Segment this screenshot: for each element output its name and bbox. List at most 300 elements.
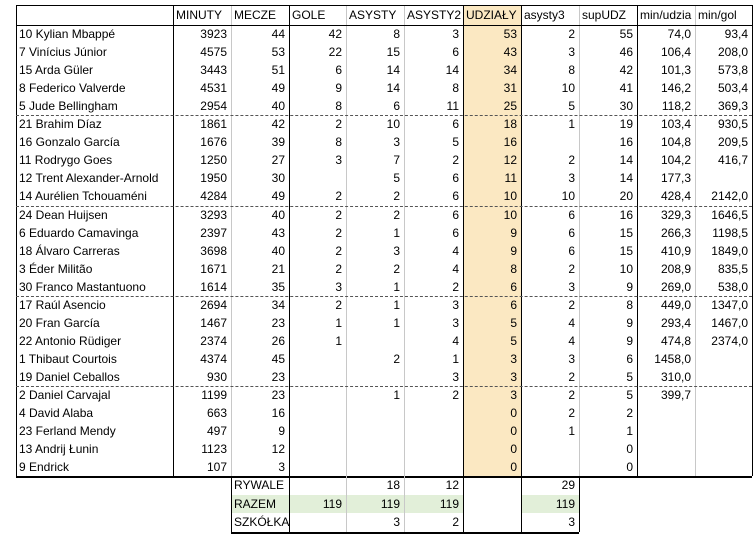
cell-asysty[interactable]: 6 <box>393 99 400 114</box>
cell-asysty2[interactable]: 6 <box>452 225 459 240</box>
cell-gole[interactable]: 2 <box>335 207 342 222</box>
player-name[interactable]: 30 Franco Mastantuono <box>19 279 146 294</box>
cell-min-gol[interactable]: 209,5 <box>717 135 748 150</box>
cell-minuty[interactable]: 4531 <box>200 81 227 96</box>
cell-udzialy[interactable]: 11 <box>504 171 517 186</box>
cell-asysty3[interactable]: 2 <box>568 27 575 41</box>
summary-gole[interactable]: 119 <box>322 496 342 511</box>
cell-mecze[interactable]: 45 <box>271 351 285 366</box>
player-name[interactable]: 6 Eduardo Camavinga <box>19 225 139 240</box>
player-name[interactable]: 2 Daniel Carvajal <box>19 388 111 402</box>
cell-min-gol[interactable] <box>695 458 752 476</box>
cell-min-udzia[interactable]: 177,3 <box>660 171 691 186</box>
cell-minuty[interactable]: 3443 <box>200 63 227 78</box>
cell-supudz[interactable]: 16 <box>619 135 633 150</box>
cell-minuty[interactable]: 2694 <box>200 297 227 312</box>
player-name[interactable]: 24 Dean Huijsen <box>19 207 108 222</box>
cell-minuty[interactable]: 497 <box>206 424 227 439</box>
cell-minuty[interactable]: 1950 <box>200 171 227 186</box>
cell-minuty[interactable]: 4284 <box>200 189 227 204</box>
cell-gole[interactable] <box>289 422 346 440</box>
cell-asysty3[interactable]: 3 <box>568 171 575 186</box>
cell-mecze[interactable]: 9 <box>278 424 285 439</box>
player-name[interactable]: 3 Éder Militão <box>19 261 93 276</box>
summary-label[interactable]: RAZEM <box>234 496 276 511</box>
cell-supudz[interactable]: 15 <box>619 243 633 258</box>
cell-min-udzia[interactable]: 103,4 <box>660 117 691 132</box>
player-name[interactable]: 20 Fran García <box>19 315 100 330</box>
cell-gole[interactable]: 2 <box>335 243 342 258</box>
cell-minuty[interactable]: 1199 <box>201 388 227 402</box>
player-name[interactable]: 19 Daniel Ceballos <box>19 369 120 384</box>
cell-asysty2[interactable]: 4 <box>452 333 459 348</box>
cell-min-udzia[interactable]: 104,8 <box>660 135 691 150</box>
cell-min-gol[interactable]: 93,4 <box>724 27 748 41</box>
header-supudz[interactable]: supUDZ <box>582 8 627 22</box>
cell-supudz[interactable]: 55 <box>619 27 633 41</box>
cell-asysty[interactable]: 14 <box>386 81 400 96</box>
cell-gole[interactable]: 2 <box>335 261 342 276</box>
cell-supudz[interactable]: 10 <box>619 261 633 276</box>
cell-gole[interactable]: 22 <box>328 45 342 60</box>
cell-udzialy[interactable]: 9 <box>510 225 517 240</box>
cell-min-udzia[interactable]: 449,0 <box>660 297 691 312</box>
cell-asysty[interactable]: 14 <box>386 63 400 78</box>
player-name[interactable]: 21 Brahim Díaz <box>19 117 102 132</box>
cell-min-gol[interactable] <box>695 440 752 458</box>
summary-label[interactable]: SZKÓŁKA <box>234 515 289 529</box>
player-name[interactable]: 8 Federico Valverde <box>19 81 126 96</box>
cell-gole[interactable]: 8 <box>335 99 342 114</box>
cell-udzialy[interactable]: 18 <box>503 117 517 132</box>
cell-asysty3[interactable]: 6 <box>568 207 575 222</box>
cell-mecze[interactable]: 23 <box>271 315 285 330</box>
cell-mecze[interactable]: 51 <box>271 63 285 78</box>
cell-udzialy[interactable]: 12 <box>503 153 517 168</box>
summary-gole[interactable] <box>289 513 346 532</box>
cell-asysty3[interactable]: 2 <box>568 261 575 276</box>
summary-asysty[interactable]: 3 <box>393 515 400 529</box>
cell-mecze[interactable]: 40 <box>271 207 285 222</box>
cell-asysty2[interactable]: 6 <box>452 45 459 60</box>
cell-gole[interactable] <box>289 350 346 368</box>
cell-min-gol[interactable] <box>695 386 752 404</box>
cell-asysty2[interactable]: 6 <box>452 207 459 222</box>
cell-asysty2[interactable]: 8 <box>452 81 459 96</box>
cell-asysty[interactable] <box>346 422 404 440</box>
cell-asysty[interactable] <box>346 332 404 350</box>
cell-min-udzia[interactable]: 1458,0 <box>654 351 691 366</box>
cell-gole[interactable]: 3 <box>335 153 342 168</box>
cell-udzialy[interactable]: 3 <box>510 351 517 366</box>
cell-asysty3[interactable] <box>521 133 579 151</box>
cell-supudz[interactable]: 5 <box>626 388 633 402</box>
cell-minuty[interactable]: 1614 <box>200 279 227 294</box>
cell-asysty[interactable]: 2 <box>393 351 400 366</box>
player-name[interactable]: 22 Antonio Rüdiger <box>19 333 122 348</box>
cell-minuty[interactable]: 3923 <box>200 27 227 41</box>
player-name[interactable]: 9 Endrick <box>19 460 70 475</box>
cell-min-gol[interactable]: 930,5 <box>717 117 748 132</box>
cell-udzialy[interactable]: 8 <box>510 261 517 276</box>
cell-min-gol[interactable]: 835,5 <box>717 261 748 276</box>
cell-asysty[interactable]: 2 <box>393 189 400 204</box>
cell-mecze[interactable]: 23 <box>271 369 285 384</box>
cell-minuty[interactable]: 1250 <box>200 153 227 168</box>
cell-minuty[interactable]: 2954 <box>200 99 227 114</box>
cell-asysty3[interactable] <box>521 440 579 458</box>
header-asysty3[interactable]: asysty3 <box>524 8 565 22</box>
cell-min-gol[interactable]: 1646,5 <box>711 207 748 222</box>
cell-supudz[interactable]: 15 <box>619 225 633 240</box>
cell-gole[interactable] <box>289 368 346 386</box>
cell-asysty[interactable]: 2 <box>393 261 400 276</box>
cell-supudz[interactable]: 41 <box>619 81 633 96</box>
cell-mecze[interactable]: 26 <box>271 333 285 348</box>
cell-asysty3[interactable]: 1 <box>568 424 575 439</box>
cell-udzialy[interactable]: 5 <box>510 315 517 330</box>
cell-mecze[interactable]: 43 <box>271 225 285 240</box>
cell-gole[interactable]: 9 <box>335 81 342 96</box>
header-min-udzia[interactable]: min/udzia <box>640 8 692 22</box>
cell-asysty2[interactable]: 4 <box>452 261 459 276</box>
cell-asysty3[interactable]: 6 <box>568 225 575 240</box>
cell-mecze[interactable]: 53 <box>271 45 285 60</box>
cell-min-udzia[interactable] <box>637 422 695 440</box>
cell-mecze[interactable]: 39 <box>271 135 285 150</box>
cell-supudz[interactable]: 9 <box>626 279 633 294</box>
cell-min-gol[interactable]: 1467,0 <box>711 315 748 330</box>
cell-min-gol[interactable] <box>695 404 752 422</box>
cell-min-udzia[interactable]: 269,0 <box>660 279 691 294</box>
cell-asysty2[interactable]: 3 <box>452 27 459 41</box>
cell-udzialy[interactable]: 34 <box>503 63 517 78</box>
cell-supudz[interactable]: 14 <box>619 171 633 186</box>
cell-asysty[interactable] <box>346 440 404 458</box>
summary-asysty2[interactable]: 2 <box>452 515 459 529</box>
cell-mecze[interactable]: 44 <box>271 27 285 41</box>
cell-min-gol[interactable]: 1198,5 <box>712 225 748 240</box>
cell-mecze[interactable]: 42 <box>271 117 285 132</box>
player-name[interactable]: 7 Vinícius Júnior <box>19 45 107 60</box>
cell-asysty2[interactable]: 2 <box>452 388 459 402</box>
summary-asysty3[interactable]: 119 <box>555 496 575 511</box>
cell-supudz[interactable]: 1 <box>626 424 633 439</box>
player-name[interactable]: 11 Rodrygo Goes <box>19 153 113 168</box>
cell-mecze[interactable]: 21 <box>271 261 285 276</box>
cell-mecze[interactable]: 30 <box>271 171 285 186</box>
cell-supudz[interactable]: 14 <box>619 153 633 168</box>
cell-asysty2[interactable]: 14 <box>445 63 459 78</box>
cell-udzialy[interactable]: 53 <box>503 27 517 41</box>
cell-supudz[interactable]: 2 <box>626 406 633 421</box>
cell-asysty2[interactable]: 2 <box>452 279 459 294</box>
cell-asysty3[interactable]: 2 <box>568 388 575 402</box>
cell-asysty3[interactable]: 2 <box>568 406 575 421</box>
cell-gole[interactable]: 2 <box>335 297 342 312</box>
cell-minuty[interactable]: 1676 <box>200 135 227 150</box>
cell-asysty2[interactable]: 3 <box>452 369 459 384</box>
cell-asysty2[interactable] <box>404 422 463 440</box>
cell-gole[interactable] <box>289 169 346 187</box>
cell-udzialy[interactable]: 0 <box>510 424 517 439</box>
cell-asysty[interactable] <box>346 458 404 476</box>
cell-supudz[interactable]: 30 <box>619 99 633 114</box>
cell-minuty[interactable]: 930 <box>206 369 227 384</box>
summary-asysty2[interactable]: 119 <box>439 496 459 511</box>
cell-min-gol[interactable] <box>695 350 752 368</box>
cell-udzialy[interactable]: 3 <box>510 369 517 384</box>
cell-min-gol[interactable] <box>695 368 752 386</box>
cell-asysty[interactable]: 3 <box>393 243 400 258</box>
cell-asysty3[interactable]: 2 <box>568 369 575 384</box>
cell-min-udzia[interactable]: 428,4 <box>660 189 691 204</box>
cell-gole[interactable]: 42 <box>328 27 342 41</box>
cell-asysty[interactable]: 5 <box>393 171 400 186</box>
cell-udzialy[interactable]: 25 <box>503 99 517 114</box>
cell-gole[interactable]: 1 <box>335 315 342 330</box>
cell-minuty[interactable]: 2374 <box>200 333 227 348</box>
cell-min-udzia[interactable]: 310,0 <box>660 369 691 384</box>
cell-asysty3[interactable]: 4 <box>568 333 575 348</box>
cell-asysty3[interactable]: 10 <box>561 81 575 96</box>
cell-mecze[interactable]: 40 <box>271 243 285 258</box>
cell-mecze[interactable]: 49 <box>271 81 285 96</box>
cell-asysty3[interactable]: 10 <box>561 189 575 204</box>
cell-minuty[interactable]: 4374 <box>200 351 227 366</box>
cell-minuty[interactable]: 1861 <box>200 117 227 132</box>
cell-mecze[interactable]: 27 <box>271 153 285 168</box>
cell-supudz[interactable]: 5 <box>626 369 633 384</box>
cell-min-udzia[interactable]: 118,2 <box>661 99 691 114</box>
cell-asysty3[interactable]: 2 <box>568 153 575 168</box>
cell-min-gol[interactable] <box>695 422 752 440</box>
cell-asysty2[interactable] <box>404 440 463 458</box>
player-name[interactable]: 18 Álvaro Carreras <box>19 243 120 258</box>
header-udzialy[interactable]: UDZIAŁY <box>466 8 517 22</box>
cell-gole[interactable] <box>289 440 346 458</box>
cell-gole[interactable]: 3 <box>335 279 342 294</box>
cell-asysty[interactable]: 1 <box>393 279 400 294</box>
cell-minuty[interactable]: 2397 <box>200 225 227 240</box>
cell-udzialy[interactable]: 3 <box>510 388 517 402</box>
cell-minuty[interactable]: 1467 <box>200 315 227 330</box>
cell-asysty2[interactable]: 11 <box>446 99 459 114</box>
cell-udzialy[interactable]: 31 <box>503 81 517 96</box>
cell-min-udzia[interactable]: 104,2 <box>660 153 691 168</box>
cell-min-gol[interactable]: 538,0 <box>717 279 748 294</box>
cell-gole[interactable] <box>289 404 346 422</box>
cell-minuty[interactable]: 107 <box>206 460 227 475</box>
cell-min-udzia[interactable] <box>637 404 695 422</box>
cell-mecze[interactable]: 23 <box>271 388 285 402</box>
cell-asysty[interactable]: 1 <box>393 225 400 240</box>
cell-gole[interactable]: 1 <box>335 333 342 348</box>
header-asysty[interactable]: ASYSTY <box>349 8 397 22</box>
summary-asysty3[interactable]: 29 <box>561 478 575 492</box>
cell-min-udzia[interactable]: 101,3 <box>660 63 691 78</box>
cell-min-udzia[interactable]: 410,9 <box>660 243 691 258</box>
cell-supudz[interactable]: 42 <box>619 63 633 78</box>
cell-udzialy[interactable]: 6 <box>510 279 517 294</box>
cell-asysty[interactable]: 3 <box>393 135 400 150</box>
cell-supudz[interactable]: 19 <box>619 117 633 132</box>
cell-asysty[interactable] <box>346 404 404 422</box>
cell-udzialy[interactable]: 9 <box>510 243 517 258</box>
cell-supudz[interactable]: 9 <box>626 315 633 330</box>
cell-min-udzia[interactable]: 146,2 <box>660 81 691 96</box>
cell-mecze[interactable]: 35 <box>271 279 285 294</box>
cell-gole[interactable]: 2 <box>335 189 342 204</box>
cell-min-udzia[interactable]: 208,9 <box>660 261 691 276</box>
cell-min-udzia[interactable] <box>637 440 695 458</box>
cell-asysty3[interactable]: 3 <box>568 351 575 366</box>
header-mecze[interactable]: MECZE <box>234 8 276 22</box>
cell-min-udzia[interactable]: 399,7 <box>660 388 691 402</box>
cell-asysty3[interactable]: 3 <box>568 279 575 294</box>
cell-supudz[interactable]: 20 <box>619 189 633 204</box>
summary-asysty[interactable]: 18 <box>386 478 400 492</box>
player-name[interactable]: 14 Aurélien Tchouaméni <box>19 189 147 204</box>
cell-asysty2[interactable]: 6 <box>452 171 459 186</box>
header-asysty2[interactable]: ASYSTY2 <box>407 8 462 22</box>
cell-asysty3[interactable]: 6 <box>568 243 575 258</box>
cell-asysty[interactable]: 2 <box>393 207 400 222</box>
cell-supudz[interactable]: 9 <box>626 333 633 348</box>
cell-asysty[interactable]: 8 <box>393 27 400 41</box>
cell-asysty[interactable]: 1 <box>393 388 400 402</box>
cell-min-gol[interactable] <box>695 169 752 187</box>
cell-min-gol[interactable]: 416,7 <box>717 153 748 168</box>
player-name[interactable]: 10 Kylian Mbappé <box>19 27 116 41</box>
cell-supudz[interactable]: 16 <box>619 207 633 222</box>
cell-udzialy[interactable]: 16 <box>503 135 517 150</box>
cell-asysty3[interactable]: 2 <box>568 297 575 312</box>
cell-asysty2[interactable]: 3 <box>452 297 459 312</box>
cell-udzialy[interactable]: 0 <box>510 442 517 457</box>
cell-min-gol[interactable]: 1347,0 <box>711 297 748 312</box>
cell-udzialy[interactable]: 5 <box>510 333 517 348</box>
cell-asysty2[interactable]: 4 <box>452 243 459 258</box>
cell-minuty[interactable]: 4575 <box>200 45 227 60</box>
cell-asysty2[interactable]: 3 <box>452 315 459 330</box>
cell-minuty[interactable]: 3698 <box>200 243 227 258</box>
summary-label[interactable]: RYWALE <box>234 478 285 492</box>
player-name[interactable]: 17 Raúl Asencio <box>19 297 106 312</box>
cell-gole[interactable] <box>289 386 346 404</box>
cell-mecze[interactable]: 3 <box>278 460 285 475</box>
cell-asysty[interactable]: 10 <box>386 117 400 132</box>
player-name[interactable]: 23 Ferland Mendy <box>19 424 116 439</box>
cell-asysty2[interactable]: 6 <box>452 189 459 204</box>
cell-asysty2[interactable]: 6 <box>452 117 459 132</box>
cell-min-gol[interactable]: 369,3 <box>717 99 748 114</box>
cell-supudz[interactable]: 0 <box>626 442 633 457</box>
cell-supudz[interactable]: 8 <box>626 297 633 312</box>
player-name[interactable]: 16 Gonzalo García <box>19 135 120 150</box>
cell-asysty3[interactable]: 8 <box>568 63 575 78</box>
cell-min-gol[interactable]: 573,8 <box>717 63 748 78</box>
cell-supudz[interactable]: 6 <box>626 351 633 366</box>
cell-udzialy[interactable]: 10 <box>503 189 517 204</box>
cell-min-udzia[interactable] <box>637 458 695 476</box>
cell-asysty3[interactable]: 1 <box>568 117 575 132</box>
cell-min-udzia[interactable]: 293,4 <box>660 315 691 330</box>
cell-asysty[interactable]: 7 <box>393 153 400 168</box>
cell-supudz[interactable]: 46 <box>619 45 633 60</box>
cell-minuty[interactable]: 3293 <box>200 207 227 222</box>
player-name[interactable]: 12 Trent Alexander-Arnold <box>19 171 159 186</box>
cell-minuty[interactable]: 1123 <box>201 442 227 457</box>
cell-min-udzia[interactable]: 266,3 <box>660 225 691 240</box>
cell-asysty3[interactable] <box>521 458 579 476</box>
header-minuty[interactable]: MINUTY <box>176 8 222 22</box>
cell-asysty3[interactable]: 4 <box>568 315 575 330</box>
cell-asysty3[interactable]: 5 <box>568 99 575 114</box>
player-name[interactable]: 5 Jude Bellingham <box>19 99 118 114</box>
cell-gole[interactable]: 8 <box>335 135 342 150</box>
cell-min-udzia[interactable]: 474,8 <box>660 333 691 348</box>
cell-mecze[interactable]: 12 <box>271 442 285 457</box>
player-name[interactable]: 1 Thibaut Courtois <box>19 351 117 366</box>
cell-gole[interactable]: 2 <box>335 117 342 132</box>
cell-asysty[interactable]: 15 <box>386 45 400 60</box>
summary-asysty3[interactable]: 3 <box>568 515 575 529</box>
cell-udzialy[interactable]: 10 <box>503 207 517 222</box>
cell-min-udzia[interactable]: 106,4 <box>660 45 691 60</box>
cell-min-gol[interactable]: 503,4 <box>717 81 748 96</box>
cell-supudz[interactable]: 0 <box>626 460 633 475</box>
cell-asysty2[interactable]: 5 <box>452 135 459 150</box>
cell-asysty2[interactable]: 1 <box>452 351 459 366</box>
cell-asysty2[interactable] <box>404 458 463 476</box>
cell-gole[interactable]: 6 <box>335 63 342 78</box>
header-min-gol[interactable]: min/gol <box>698 8 737 22</box>
cell-min-gol[interactable]: 1849,0 <box>711 243 748 258</box>
cell-mecze[interactable]: 16 <box>271 406 285 421</box>
cell-minuty[interactable]: 1671 <box>200 261 227 276</box>
cell-min-gol[interactable]: 2142,0 <box>711 189 748 204</box>
cell-asysty3[interactable]: 3 <box>568 45 575 60</box>
cell-mecze[interactable]: 40 <box>271 99 285 114</box>
cell-min-udzia[interactable]: 74,0 <box>667 27 691 41</box>
cell-mecze[interactable]: 49 <box>271 189 285 204</box>
cell-min-gol[interactable]: 208,0 <box>717 45 748 60</box>
cell-asysty2[interactable] <box>404 404 463 422</box>
cell-asysty2[interactable]: 2 <box>452 153 459 168</box>
cell-udzialy[interactable]: 0 <box>510 460 517 475</box>
summary-asysty[interactable]: 119 <box>380 496 400 511</box>
header-gole[interactable]: GOLE <box>292 8 326 22</box>
summary-gole[interactable] <box>289 476 346 495</box>
cell-udzialy[interactable]: 6 <box>510 297 517 312</box>
cell-udzialy[interactable]: 0 <box>510 406 517 421</box>
cell-mecze[interactable]: 34 <box>271 297 285 312</box>
player-name[interactable]: 13 Andrij Łunin <box>19 442 99 457</box>
cell-udzialy[interactable]: 43 <box>503 45 517 60</box>
cell-asysty[interactable]: 1 <box>393 315 400 330</box>
cell-minuty[interactable]: 663 <box>206 406 227 421</box>
cell-min-gol[interactable]: 2374,0 <box>711 333 748 348</box>
cell-gole[interactable] <box>289 458 346 476</box>
cell-min-udzia[interactable]: 329,3 <box>660 207 691 222</box>
summary-asysty2[interactable]: 12 <box>445 478 459 492</box>
player-name[interactable]: 4 David Alaba <box>19 406 94 421</box>
cell-asysty[interactable] <box>346 368 404 386</box>
player-name[interactable]: 15 Arda Güler <box>19 63 94 78</box>
cell-gole[interactable]: 2 <box>335 225 342 240</box>
cell-asysty[interactable]: 1 <box>393 297 400 312</box>
